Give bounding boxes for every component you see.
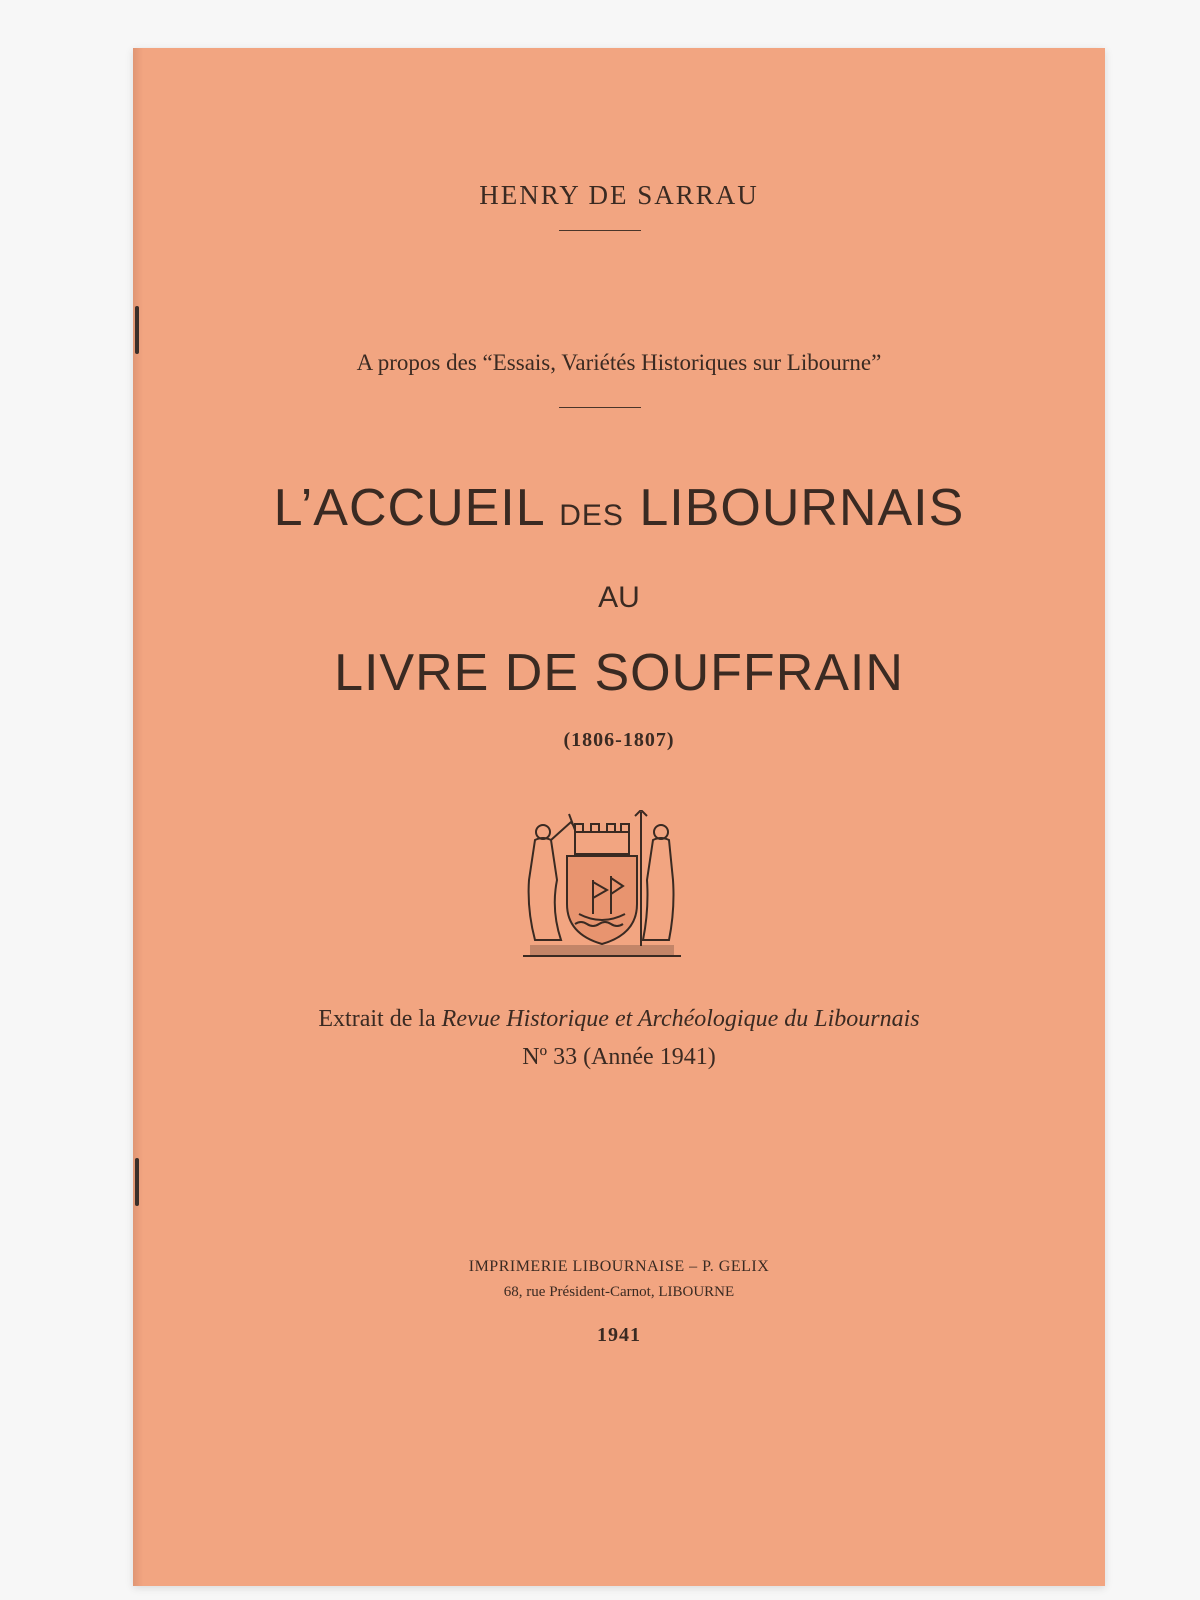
- title-word-accueil: L’ACCUEIL: [273, 479, 544, 537]
- divider-rule: [559, 407, 641, 408]
- publication-year: 1941: [597, 1324, 641, 1346]
- title-line-1: [133, 478, 1105, 538]
- divider-rule: [559, 230, 641, 231]
- extract-line: [133, 1006, 1105, 1033]
- libourne-coat-of-arms-icon: [513, 810, 691, 962]
- title-line-3: LIVRE DE SOUFFRAIN: [334, 644, 904, 702]
- spine-shadow: [133, 48, 143, 1586]
- issue-number: Nº 33 (Année 1941): [522, 1044, 716, 1070]
- printer-address: 68, rue Président-Carnot, LIBOURNE: [503, 1284, 735, 1300]
- extract-prefix: Extrait de la: [318, 1006, 436, 1032]
- title-dates: (1806-1807): [563, 729, 675, 751]
- title-line-2: AU: [598, 581, 640, 614]
- staple-top: [135, 306, 139, 354]
- apropos-line: A propos des “Essais, Variétés Historiques sur Libourne”: [356, 350, 882, 375]
- printer-name: IMPRIMERIE LIBOURNAISE – P. GELIX: [468, 1258, 770, 1275]
- title-word-libournais: LIBOURNAIS: [639, 479, 965, 537]
- author-name: HENRY DE SARRAU: [479, 180, 759, 210]
- staple-bottom: [135, 1158, 139, 1206]
- title-word-des: DES: [559, 499, 624, 532]
- pamphlet-cover: [133, 48, 1105, 1586]
- journal-title: Revue Historique et Archéologique du Libournais: [441, 1006, 920, 1032]
